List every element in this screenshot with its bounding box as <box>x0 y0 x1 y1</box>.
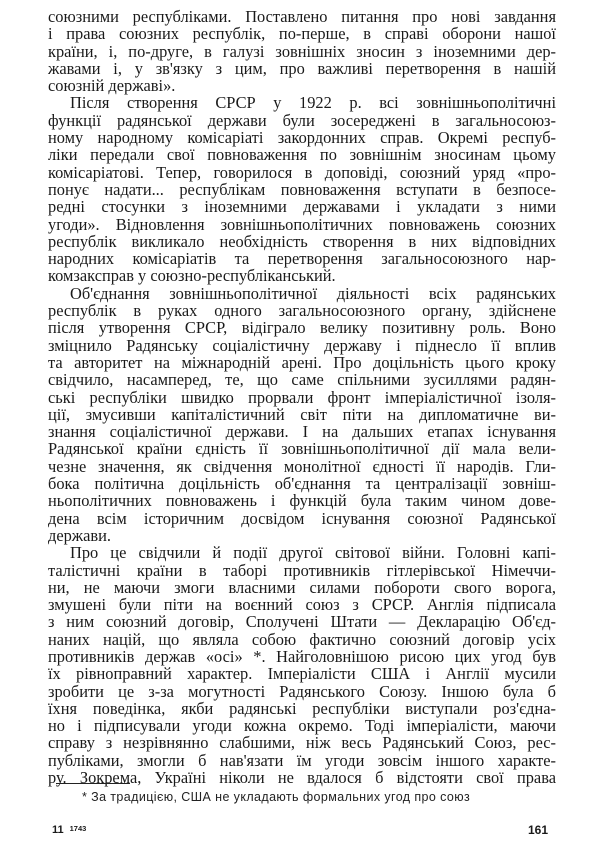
text-line: держави. <box>48 525 112 545</box>
text-line: функції радянської держави були зосереджені в загальносоюз- <box>48 110 556 130</box>
text-line: публіками, змогли б нав'язати їм угоди зовсім іншого характе- <box>48 750 556 770</box>
text-line: Після створення СРСР у 1922 р. всі зовнішньополітичні <box>70 93 556 113</box>
text-line: угоди». Відновлення зовнішньополітичних повноважень союзних <box>48 214 556 234</box>
text-line: Про це свідчили й події другої світової війни. Головні капі- <box>70 543 556 563</box>
text-line: чезне значення, як свідчення монолітної єдності її народів. Гли- <box>48 456 556 476</box>
text-line: Радянської країни єдність її зовнішньополітичної дії мала вели- <box>48 439 556 459</box>
text-line: ліки передали свої повноваження по зовнішнім зносинам цьому <box>48 145 556 165</box>
text-line: з ним союзний договір, Сполучені Штати — Декларацію Об'єд- <box>48 612 556 632</box>
text-line: та авторитет на міжнародній арені. Про доцільність цього кроку <box>48 352 556 372</box>
text-line: противників держав «осі» *. Найголовнішою рисою цих угод був <box>48 646 556 666</box>
text-line: ни, не маючи змоги власними силами побороти свого ворога, <box>48 577 556 597</box>
text-line: наних націй, що являла собою фактично союзний договір усіх <box>48 629 556 649</box>
text-line: жавами і, у зв'язку з цим, про важливі перетворення в нашій <box>48 58 556 78</box>
text-line: понує надати... республікам повноваження вступати в безпосе- <box>48 179 556 199</box>
text-line: ному народному комісаріаті закордонних справ. Окремі респуб- <box>48 128 556 148</box>
text-line: ру. Зокрема, Україні ніколи не вдалося б відстояти свої права <box>48 768 556 788</box>
text-line: змушені були піти на воєнний союз з СРСР. Англія підписала <box>48 595 556 615</box>
text-line: народних комісаріатів та перетворення загальносоюзного нар- <box>48 249 556 269</box>
text-line: ції, змусивши капіталістичний світ піти на дипломатичне ви- <box>48 404 556 424</box>
text-line: но і підписували угоди кожна окремо. Тоді імперіалісти, маючи <box>48 716 556 736</box>
text-line: редні стосунки з іноземними державами і укладати з ними <box>48 197 556 217</box>
text-line: країни, і, по-друге, в галузі зовнішніх зносин з іноземними дер- <box>48 41 556 61</box>
text-line: ньополітичних повноважень і функцій була таким чином дове- <box>48 491 556 511</box>
text-line: справу з незрівнянно слабшими, ніж весь Радянський Союз, рес- <box>48 733 556 753</box>
text-line: їхня поведінка, якби радянські республіки виступали роз'єдна- <box>48 698 556 718</box>
signature-sheet: 11 <box>52 824 64 836</box>
text-line: республік в руках одного загальносоюзного органу, здійснене <box>48 301 556 321</box>
page-number: 161 <box>528 823 549 837</box>
body-text <box>48 8 556 786</box>
text-line: комзаксправ у союзно-республіканський. <box>48 266 336 286</box>
footnote: * За традицією, США не укладають формальних угод про союз <box>82 790 471 804</box>
text-line: знання соціалістичної держави. І на дальших етапах існування <box>48 422 556 442</box>
text-line: зміцнило Радянську соціалістичну державу і піднесло її вплив <box>48 335 556 355</box>
text-line: Об'єднання зовнішньополітичної діяльності всіх радянських <box>70 283 556 303</box>
text-line: комісаріатові. Тепер, говорилося в доповіді, союзний уряд «про- <box>48 162 556 182</box>
text-line: і права союзних республік, по-перше, в справі оборони нашої <box>48 24 556 44</box>
footnote-divider <box>56 783 130 784</box>
text-line: ські республіки швидко прорвали фронт імперіалістичної ізоля- <box>48 387 556 407</box>
text-line: бока політична доцільність об'єднання та централізації зовніш- <box>48 474 556 494</box>
text-line: після утворення СРСР, відіграло велику позитивну роль. Воно <box>48 318 556 338</box>
signature-order: 1743 <box>69 824 87 833</box>
text-line: їх рівноправний характер. Імперіалісти США і Англії мусили <box>48 664 556 684</box>
text-line: республік викликало необхідність створення в них відповідних <box>48 231 556 251</box>
text-line: дена всім історичним досвідом існування союзної Радянської <box>48 508 556 528</box>
text-line: свідчило, насамперед, те, що саме спільними зусиллями радян- <box>48 370 556 390</box>
printer-signature <box>52 824 86 836</box>
text-line: зробити це з-за могутності Радянського Союзу. Іншою була б <box>48 681 556 701</box>
text-line: союзними республіками. Поставлено питання про нові завдання <box>48 7 556 26</box>
text-line: талістичні країни в таборі противників гітлерівської Німеччи- <box>48 560 556 580</box>
text-line: союзній державі». <box>48 76 176 96</box>
